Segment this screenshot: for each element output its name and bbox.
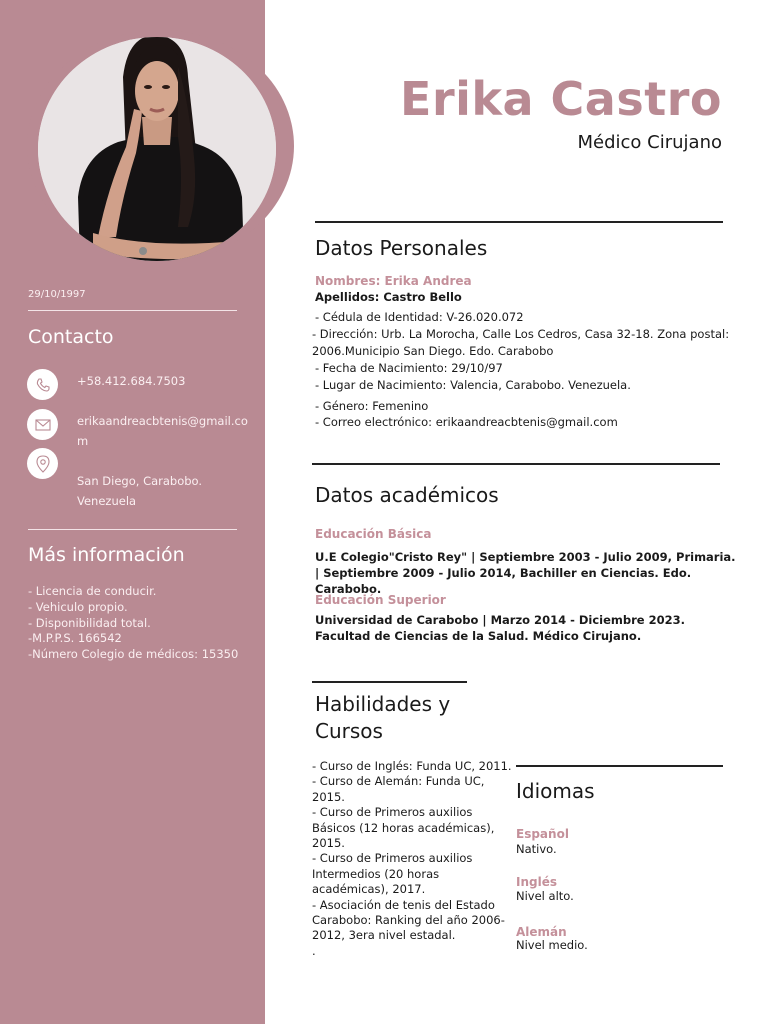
language-level: Nativo. [516, 842, 557, 856]
more-info-heading: Más información [28, 544, 185, 566]
portrait-illustration [38, 37, 276, 261]
personal-line: - Fecha de Nacimiento: 29/10/97 [315, 361, 503, 375]
personal-line: - Correo electrónico: erikaandreacbtenis@gmail.com [315, 415, 618, 429]
personal-heading: Datos Personales [315, 236, 488, 260]
basic-education-text: U.E Colegio"Cristo Rey" | Septiembre 2003 - Julio 2009, Primaria. | Septiembre 2009 - Julio 2014, Bachiller en Ciencias. Edo. Carabobo. [315, 550, 736, 596]
list-item: - Curso de Primeros auxilios Básicos (12 horas académicas), 2015. [312, 805, 495, 851]
profile-photo [38, 37, 276, 261]
list-item: - Curso de Inglés: Funda UC, 2011. [312, 759, 512, 773]
skills-heading: Habilidades y Cursos [315, 692, 451, 743]
phone-icon [35, 377, 51, 393]
location-icon-circle [27, 448, 58, 479]
language-name: Alemán [516, 925, 567, 939]
contact-phone[interactable]: +58.412.684.7503 [77, 374, 186, 388]
language-name: Español [516, 827, 569, 841]
list-item: - Curso de Primeros auxilios Intermedios (20 horas académicas), 2017. [312, 851, 473, 897]
academic-heading: Datos académicos [315, 483, 499, 507]
more-info-list [28, 584, 248, 663]
candidate-title: Médico Cirujano [577, 132, 722, 153]
basic-education-label: Educación Básica [315, 527, 432, 541]
personal-line: - Género: Femenino [315, 399, 429, 413]
section-divider [312, 681, 467, 683]
section-divider [516, 765, 723, 767]
higher-education-text: Universidad de Carabobo | Marzo 2014 - Diciembre 2023. Facultad de Ciencias de la Salud. Médico Cirujano. [315, 613, 685, 643]
birth-date: 29/10/1997 [28, 289, 86, 300]
email-icon-circle [27, 409, 58, 440]
languages-heading: Idiomas [516, 779, 595, 803]
sidebar-divider [28, 310, 237, 311]
contact-location: San Diego, Carabobo. Venezuela [77, 474, 203, 508]
map-pin-icon [36, 455, 50, 473]
personal-line: - Dirección: Urb. La Morocha, Calle Los Cedros, Casa 32-18. Zona postal: 2006.Municipio San Diego. Edo. Carabobo [312, 327, 730, 358]
higher-education-label: Educación Superior [315, 593, 446, 607]
skills-list [312, 759, 512, 959]
language-level: Nivel medio. [516, 938, 588, 952]
list-item: . [312, 943, 316, 958]
contact-email[interactable]: erikaandreacbtenis@gmail.com [77, 414, 248, 448]
list-item: - Curso de Alemán: Funda UC, 2015. [312, 774, 485, 804]
candidate-name: Erika Castro [400, 72, 722, 126]
language-name: Inglés [516, 875, 557, 889]
list-item: -M.P.P.S. 166542 [28, 631, 122, 646]
personal-line: - Lugar de Nacimiento: Valencia, Carabobo. Venezuela. [315, 378, 631, 392]
section-divider [312, 463, 720, 465]
list-item: -Número Colegio de médicos: 15350 [28, 647, 239, 662]
list-item: - Disponibilidad total. [28, 615, 151, 630]
list-item: - Vehiculo propio. [28, 599, 128, 614]
phone-icon-circle [27, 369, 58, 400]
personal-line: - Cédula de Identidad: V-26.020.072 [315, 310, 524, 324]
contact-heading: Contacto [28, 326, 114, 348]
names-label: Nombres: Erika Andrea [315, 274, 472, 288]
language-level: Nivel alto. [516, 889, 574, 903]
surnames: Apellidos: Castro Bello [315, 290, 462, 304]
list-item: - Licencia de conducir. [28, 584, 157, 598]
envelope-icon [35, 419, 51, 431]
sidebar-divider [28, 529, 237, 530]
section-divider [315, 221, 723, 223]
list-item: - Asociación de tenis del Estado Carabobo: Ranking del año 2006-2012, 3era nivel estadal. [312, 897, 505, 943]
